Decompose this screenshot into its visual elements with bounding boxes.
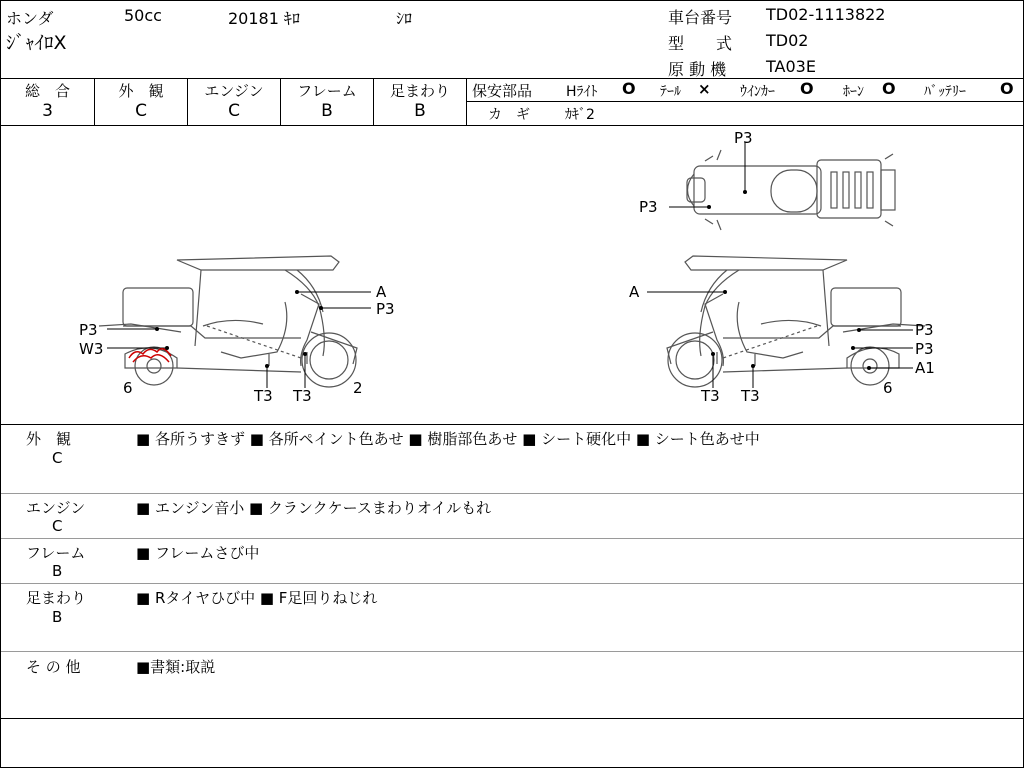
- safety-winker-mark: O: [800, 79, 814, 98]
- section-exterior-text: ■ 各所うすきず ■ 各所ペイント色あせ ■ 樹脂部色あせ ■ シート硬化中 ■ シート色あせ中: [136, 430, 760, 448]
- safety-headlight-label: Hﾗｲﾄ: [566, 84, 598, 100]
- grade-table-top: [1, 78, 1023, 79]
- chassis-label: 車台番号: [668, 8, 733, 27]
- right-label-t3-b: T3: [741, 387, 760, 405]
- section-divider: [1, 583, 1023, 584]
- leader-lines: [107, 142, 913, 388]
- grade-suspension-value: B: [414, 101, 426, 121]
- section-frame-text: ■ フレームさび中: [136, 544, 260, 562]
- grade-exterior-value: C: [135, 101, 147, 121]
- left-label-p3-rear: P3: [79, 321, 98, 339]
- grade-frame-value: B: [321, 101, 333, 121]
- right-label-p3-box: P3: [915, 321, 934, 339]
- right-label-a: A: [629, 283, 640, 301]
- mileage: 20181 ｷﾛ: [228, 9, 300, 28]
- section-divider: [1, 651, 1023, 652]
- section-frame-title: フレーム: [26, 544, 86, 562]
- key-label: カ ギ: [488, 107, 530, 123]
- top-label-p3: P3: [734, 129, 753, 147]
- grade-total-value: 3: [42, 101, 53, 121]
- engine-label: 原 動 機: [668, 60, 727, 79]
- left-label-t3-a: T3: [254, 387, 273, 405]
- section-engine-title: エンジン: [26, 499, 86, 517]
- grade-engine-label: エンジン: [204, 82, 264, 100]
- section-other-title: そ の 他: [26, 658, 81, 676]
- section-exterior-title: 外 観: [26, 430, 72, 448]
- grade-suspension-label: 足まわり: [389, 82, 450, 100]
- safety-battery-mark: O: [1000, 79, 1014, 98]
- left-label-w3: W3: [79, 340, 104, 358]
- right-label-p3-rear: P3: [915, 340, 934, 358]
- section-exterior-grade: C: [52, 449, 63, 467]
- model-name: ｼﾞｬｲﾛX: [6, 32, 67, 54]
- left-label-p3-shield: P3: [376, 300, 395, 318]
- section-engine-grade: C: [52, 517, 63, 535]
- section-engine-text: ■ エンジン音小 ■ クランクケースまわりオイルもれ: [136, 499, 492, 517]
- grade-total-label: 総 合: [24, 82, 70, 100]
- left-view-scooter: [99, 256, 357, 387]
- safety-horn-label: ﾎｰﾝ: [843, 84, 864, 100]
- type-label: 型 式: [668, 34, 733, 53]
- section-divider: [1, 493, 1023, 494]
- safety-winker-label: ｳｲﾝｶｰ: [740, 84, 775, 100]
- diagram-bottom-line: [1, 424, 1023, 425]
- top-label-p3-front: P3: [639, 198, 658, 216]
- displacement: 50cc: [124, 6, 162, 25]
- safety-title: 保安部品: [472, 82, 533, 100]
- right-label-t3-a: T3: [701, 387, 720, 405]
- section-other-text: ■書類:取説: [136, 658, 216, 676]
- safety-headlight-mark: O: [622, 79, 636, 98]
- left-label-a: A: [376, 283, 387, 301]
- left-label-t3-b: T3: [293, 387, 312, 405]
- left-label-rear-tire: 6: [123, 379, 133, 397]
- maker: ホンダ: [6, 9, 54, 28]
- section-divider: [1, 538, 1023, 539]
- section-frame-grade: B: [52, 562, 63, 580]
- safety-horn-mark: O: [882, 79, 896, 98]
- section-suspension-text: ■ Rタイヤひび中 ■ F足回りねじれ: [136, 589, 378, 607]
- section-bottom-line: [1, 718, 1023, 719]
- grade-engine-value: C: [228, 101, 240, 121]
- section-suspension-title: 足まわり: [26, 589, 87, 607]
- vehicle-diagram: [1, 126, 1023, 424]
- right-view-scooter: [667, 256, 925, 387]
- safety-tail-label: ﾃｰﾙ: [660, 84, 681, 100]
- chassis-value: TD02-1113822: [766, 5, 886, 24]
- left-label-front-tire: 2: [353, 379, 363, 397]
- right-label-rear-tire: 6: [883, 379, 893, 397]
- top-view-scooter: [687, 150, 895, 230]
- type-value: TD02: [766, 31, 809, 50]
- section-suspension-grade: B: [52, 608, 63, 626]
- grade-exterior-label: 外 観: [118, 82, 164, 100]
- grade-frame-label: フレーム: [297, 82, 357, 100]
- safety-battery-label: ﾊﾞｯﾃﾘｰ: [924, 84, 966, 100]
- engine-value: TA03E: [766, 57, 816, 76]
- right-label-a1: A1: [915, 359, 935, 377]
- safety-divider: [467, 101, 1023, 102]
- key-value: ｶｷﾞ2: [565, 107, 595, 123]
- safety-tail-mark: ×: [698, 80, 711, 98]
- color: ｼﾛ: [396, 9, 413, 28]
